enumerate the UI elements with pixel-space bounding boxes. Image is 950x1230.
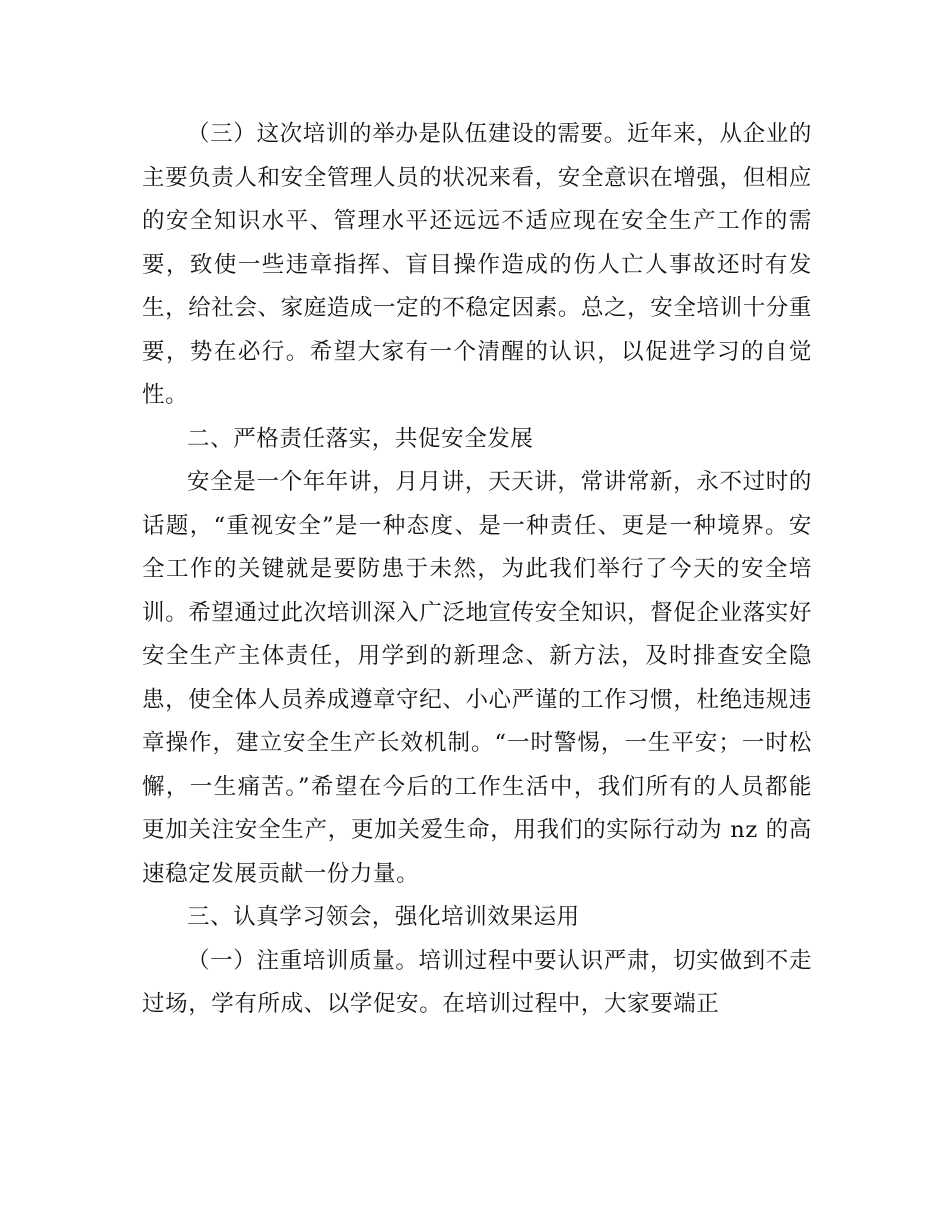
paragraph-section-two-body: 安全是一个年年讲，月月讲，天天讲，常讲常新，永不过时的话题，“重视安全”是一种态度、是一种责任、更是一种境界。安全工作的关键就是要防患于未然，为此我们举行了今天的安全培训。希望通过此次培训深入广泛地宣传安全知识，督促企业落实好安全生产主体责任，用学到的新理念、新方法，及时排查安全隐患，使全体人员养成遵章守纪、小心严谨的工作习惯，杜绝违规违章操作，建立安全生产长效机制。“一时警惕，一生平安；一时松懈，一生痛苦。”希望在今后的工作生活中，我们所有的人员都能更加关注安全生产，更加关爱生命，用我们的实际行动为 nz 的高速稳定发展贡献一份力量。 (142, 469, 812, 887)
heading-section-three: 三、认真学习领会，强化培训效果运用 (187, 904, 580, 930)
paragraph-section-one-item-three: （三）这次培训的举办是队伍建设的需要。近年来，从企业的主要负责人和安全管理人员的状况来看，安全意识在增强，但相应的安全知识水平、管理水平还远远不适应现在安全生产工作的需要，致使一些违章指挥、盲目操作造成的伤人亡人事故还时有发生，给社会、家庭造成一定的不稳定因素。总之，安全培训十分重要，势在必行。希望大家有一个清醒的认识，以促进学习的自觉性。 (142, 121, 812, 408)
paragraph-section-three-item-one: （一）注重培训质量。培训过程中要认识严肃，切实做到不走过场，学有所成、以学促安。在培训过程中，大家要端正 (142, 947, 812, 1017)
document-body (142, 113, 812, 1027)
heading-section-two: 二、严格责任落实，共促安全发展 (187, 425, 534, 452)
